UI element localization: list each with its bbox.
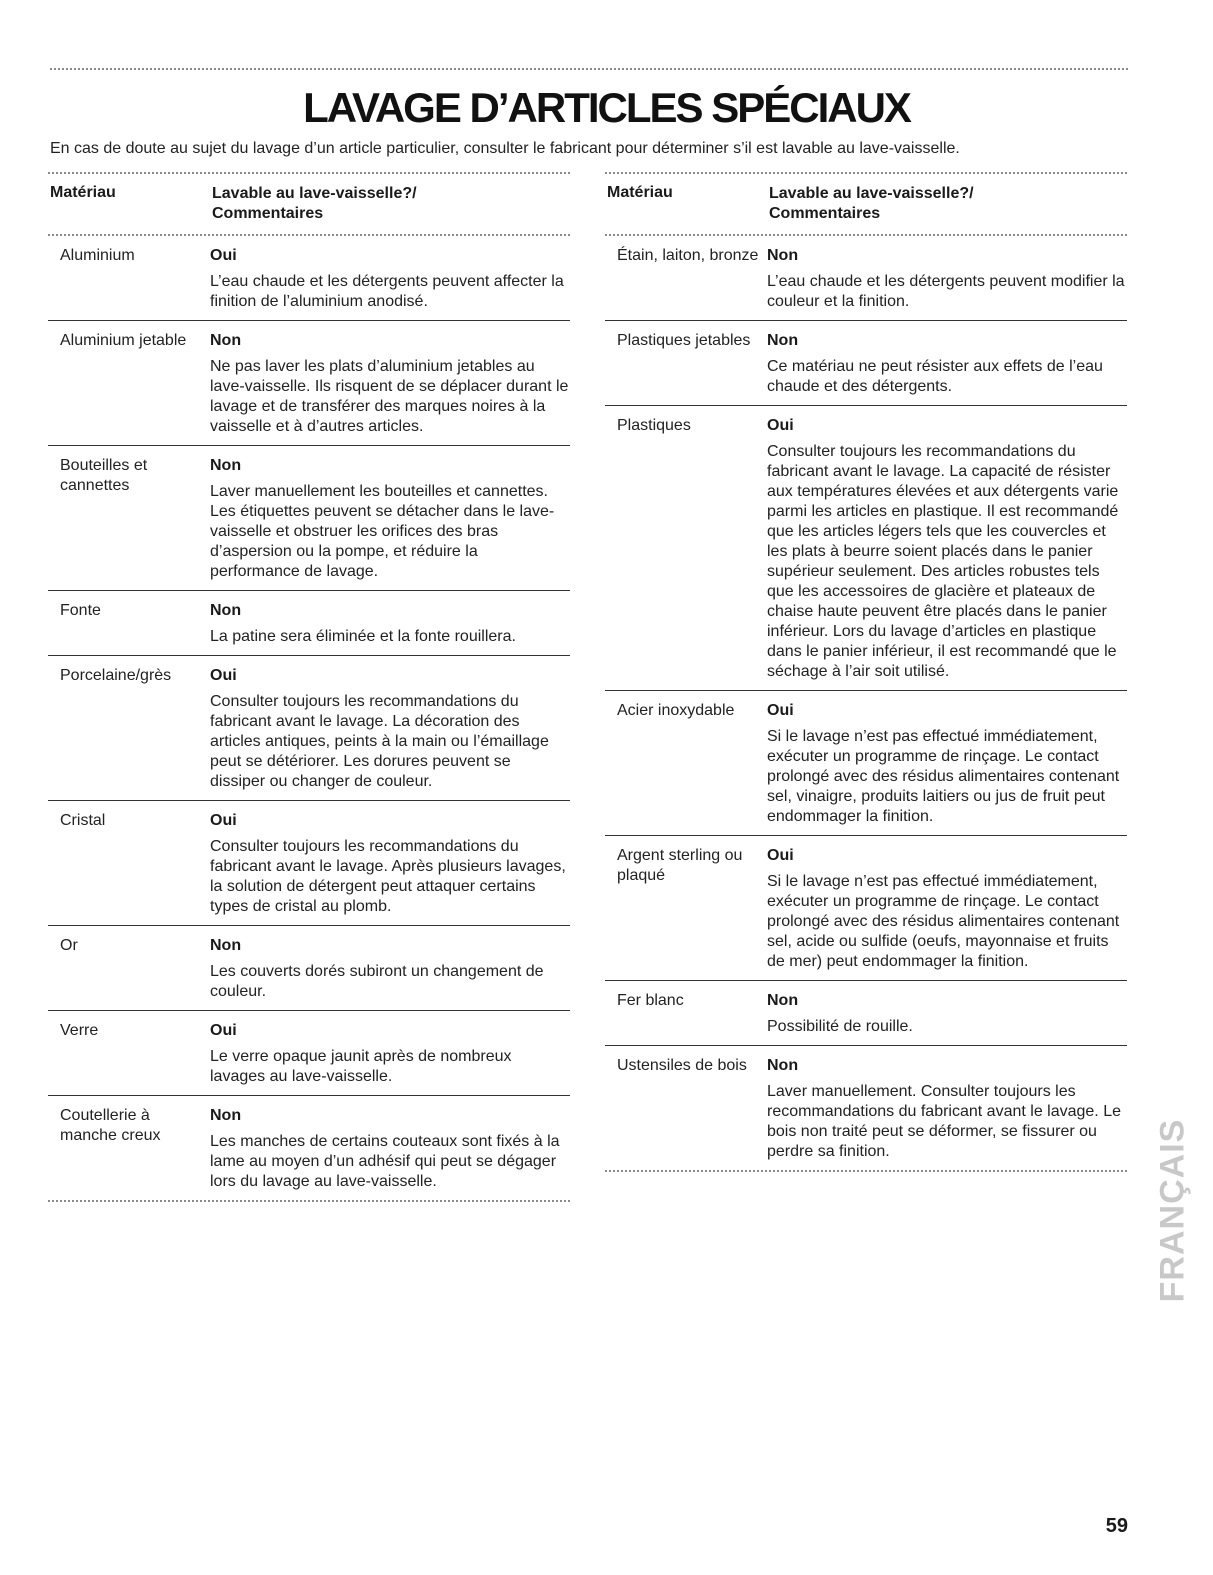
row-comment: Ce matériau ne peut résister aux effets de l’eau chaude et des détergents. [767,358,1103,395]
language-side-tab [1153,1075,1193,1345]
row-washable-cell [210,601,570,647]
row-comment: Si le lavage n’est pas effectué immédiatement, exécuter un programme de rinçage. Le contact prolongé avec des résidus alimentaires contenant sel, vinaigre, produits laitiers ou jus de fruit peut endommager la finition. [767,728,1120,825]
table-body-left [48,236,570,1202]
row-verdict: Non [767,992,799,1009]
row-washable-cell [767,1056,1127,1162]
row-comment: La patine sera éliminée et la fonte rouillera. [210,628,516,645]
header-washable-line: Lavable au lave-vaisselle?/ [212,185,417,202]
row-material: Aluminium [60,247,135,264]
row-material: Plastiques [617,417,691,434]
row-comment: Les manches de certains couteaux sont fixés à la lame au moyen d’un adhésif qui peut se dégager lors du lavage au lave-vaisselle. [210,1133,560,1190]
row-comment: Consulter toujours les recommandations du fabricant avant le lavage. La décoration des articles antiques, peints à la main ou l’émaillage peut se détériorer. Les dorures peuvent se dissiper ou changer de couleur. [210,693,549,790]
row-comment: Ne pas laver les plats d’aluminium jetables au lave-vaisselle. Ils risquent de se déplacer durant le lavage et de transférer des marques noires à la vaisselle et à d’autres articles. [210,358,569,435]
header-comments-line: Commentaires [769,205,881,222]
table-row [48,1096,570,1202]
row-washable-cell [767,331,1127,397]
page-number: 59 [1105,1515,1128,1537]
row-washable-cell [767,246,1127,312]
row-washable-cell [767,991,1127,1037]
language-side-tab-label: FRANÇAIS [1153,1118,1192,1302]
row-verdict: Non [210,602,242,619]
row-material: Étain, laiton, bronze [617,247,759,264]
row-material: Ustensiles de bois [617,1057,747,1074]
table-row [48,446,570,591]
header-material: Matériau [607,184,673,201]
row-material: Plastiques jetables [617,332,751,349]
row-verdict: Oui [210,1022,237,1039]
row-material: Coutellerie à manche creux [60,1107,161,1144]
row-material: Fonte [60,602,101,619]
row-washable-cell [210,666,570,792]
row-comment: Laver manuellement les bouteilles et cannettes. Les étiquettes peuvent se détacher dans le lave-vaisselle et obstruer les orifices des bras d’aspersion ou la pompe, et réduire la performance de lavage. [210,483,555,580]
table-left-column [48,172,570,1202]
table-row [48,591,570,656]
row-washable-cell [210,1106,570,1192]
row-verdict: Oui [767,847,794,864]
row-comment: Si le lavage n’est pas effectué immédiatement, exécuter un programme de rinçage. Le contact prolongé avec des résidus alimentaires contenant sel, acide ou sulfide (oeufs, mayonnaise et fruits de mer) peut endommager la finition. [767,873,1120,970]
row-washable-cell [210,246,570,312]
row-material: Aluminium jetable [60,332,187,349]
row-comment: Possibilité de rouille. [767,1018,913,1035]
row-washable-cell [767,701,1127,827]
row-material: Bouteilles et cannettes [60,457,148,494]
row-material: Acier inoxydable [617,702,735,719]
table-row [605,1046,1127,1172]
row-verdict: Non [767,1057,799,1074]
row-washable-cell [210,1021,570,1087]
row-material: Or [60,937,78,954]
table-row [605,321,1127,406]
table-row [605,406,1127,691]
table-row [605,836,1127,981]
row-verdict: Oui [210,812,237,829]
row-verdict: Oui [767,417,794,434]
table-row [605,236,1127,321]
row-comment: Laver manuellement. Consulter toujours les recommandations du fabricant avant le lavage. Le bois non traité peut se déformer, se fissurer ou perdre sa finition. [767,1083,1121,1160]
row-washable-cell [210,811,570,917]
row-material: Fer blanc [617,992,684,1009]
table-header [48,172,570,236]
row-washable-cell [210,456,570,582]
table-row [48,1011,570,1096]
row-material: Porcelaine/grès [60,667,172,684]
header-comments-line: Commentaires [212,205,324,222]
table-row [605,981,1127,1046]
row-washable-cell [767,416,1127,682]
row-verdict: Non [767,247,799,264]
row-material: Verre [60,1022,99,1039]
row-comment: L’eau chaude et les détergents peuvent modifier la couleur et la finition. [767,273,1125,310]
row-comment: Consulter toujours les recommandations du fabricant avant le lavage. Après plusieurs lavages, la solution de détergent peut attaquer certains types de cristal au plomb. [210,838,566,915]
table-row [48,656,570,801]
row-verdict: Non [210,332,242,349]
row-verdict: Non [210,1107,242,1124]
table-row [48,926,570,1011]
row-verdict: Oui [210,247,237,264]
table-body-right [605,236,1127,1172]
row-material: Cristal [60,812,106,829]
intro-text: En cas de doute au sujet du lavage d’un article particulier, consulter le fabricant pour déterminer s’il est lavable au lave-vaisselle. [50,140,960,157]
header-material: Matériau [50,184,116,201]
row-verdict: Non [210,937,242,954]
row-verdict: Non [210,457,242,474]
table-row [48,801,570,926]
row-comment: L’eau chaude et les détergents peuvent affecter la finition de l’aluminium anodisé. [210,273,564,310]
table-header [605,172,1127,236]
row-washable-cell [210,331,570,437]
row-comment: Le verre opaque jaunit après de nombreux lavages au lave-vaisselle. [210,1048,512,1085]
row-washable-cell [767,846,1127,972]
row-comment: Les couverts dorés subiront un changement de couleur. [210,963,544,1000]
row-verdict: Non [767,332,799,349]
row-verdict: Oui [210,667,237,684]
header-washable-line: Lavable au lave-vaisselle?/ [769,185,974,202]
row-verdict: Oui [767,702,794,719]
row-washable-cell [210,936,570,1002]
row-material: Argent sterling ou plaqué [617,847,743,884]
table-row [48,321,570,446]
top-dotted-rule [50,68,1128,70]
table-row [48,236,570,321]
table-right-column [605,172,1127,1172]
table-row [605,691,1127,836]
row-comment: Consulter toujours les recommandations du fabricant avant le lavage. La capacité de résister aux températures élevées et aux détergents varie parmi les articles en plastique. Il est recommandé que les articles légers tels que les couvercles et les plats à beurre soient placés dans le panier supérieur seulement. Des articles robustes tels que les accessoires de glacière et plateaux de chaise haute peuvent être placés dans le panier inférieur. Lors du lavage d’articles en plastique dans le panier inférieur, il est recommandé que le séchage à l’air soit utilisé. [767,443,1119,680]
header-washable [769,184,1127,226]
page-title: LAVAGE D’ARTICLES SPÉCIAUX [303,84,910,131]
header-washable [212,184,570,226]
